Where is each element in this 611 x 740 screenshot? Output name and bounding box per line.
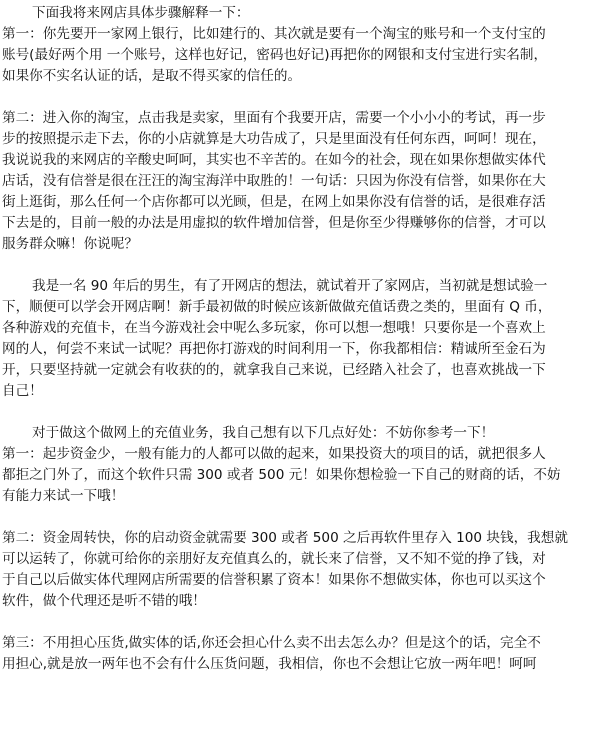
intro-line: 下面我将来网店具体步骤解释一下： <box>32 5 250 21</box>
step2-line-6: 下去是的，目前一般的办法是用虚拟的软件增加信誉，但是你至少得赚够你的信誉，才可以 <box>2 215 546 231</box>
step2-line-3: 我说说我的来网店的辛酸史呵呵，其实也不辛苦的。在如今的社会，现在如果你想做实体代 <box>2 152 546 168</box>
benefit3-line-2: 用担心,就是放一两年也不会有什么压货问题，我相信，你也不会想让它放一两年吧！呵呵 <box>2 656 537 672</box>
benefit2-line-1: 第二：资金周转快，你的启动资金就需要 300 或者 500 之后再软件里存入 100 块钱，我想就 <box>2 530 568 546</box>
step1-line-1: 第一：你先要开一家网上银行，比如建行的、其次就是要有一个淘宝的账号和一个支付宝的 <box>2 26 546 42</box>
benefit2-line-3: 于自己以后做实体代理网店所需要的信誉积累了资本！如果你不想做实体，你也可以买这个 <box>2 572 546 588</box>
step2-line-4: 店话，没有信誉是很在汪汪的淘宝海洋中取胜的！一句话：只因为你没有信誉，如果你在大 <box>2 173 546 189</box>
benefit1-line-3: 有能力来试一下哦！ <box>2 488 125 504</box>
paragraph-gap <box>2 255 609 276</box>
step1-line-2: 账号(最好两个用 一个账号，这样也好记，密码也好记)再把你的网银和支付宝进行实名制， <box>2 47 548 63</box>
benefit3-line-1: 第三：不用担心压货,做实体的话,你还会担心什么卖不出去怎么办？但是这个的话，完全不 <box>2 635 541 651</box>
benefit1-line-1: 第一：起步资金少，一般有能力的人都可以做的起来，如果投资大的项目的话，就把很多人 <box>2 446 546 462</box>
paragraph-gap <box>2 612 609 633</box>
step2-line-1: 第二：进入你的淘宝，点击我是卖家，里面有个我要开店，需要一个小小小的考试，再一步 <box>2 110 546 126</box>
story-line-3: 各种游戏的充值卡，在当今游戏社会中呢么多玩家，你可以想一想哦！只要你是一个喜欢上 <box>2 320 546 336</box>
step2-line-5: 街上逛街，那么任何一个店你都可以光顾，但是，在网上如果你没有信誉的话，是很难存活 <box>2 194 546 210</box>
story-line-1: 我是一名 90 年后的男生，有了开网店的想法，就试着开了家网店，当初就是想试验一 <box>32 278 548 294</box>
paragraph-gap <box>2 402 609 423</box>
story-line-2: 下，顺便可以学会开网店啊！新手最初做的时候应该新做做充值话费之类的，里面有 Q 币， <box>2 299 552 315</box>
benefit2-line-4: 软件，做个代理还是听不错的哦！ <box>2 593 206 609</box>
story-line-6: 自己！ <box>2 383 43 399</box>
benefit1-line-2: 都拒之门外了，而这个软件只需 300 或者 500 元！如果你想检验一下自己的财商的话，不妨 <box>2 467 561 483</box>
story-line-5: 开，只要坚持就一定就会有收获的的，就拿我自己来说，已经踏入社会了，也喜欢挑战一下 <box>2 362 546 378</box>
step2-line-7: 服务群众嘛！你说呢？ <box>2 236 138 252</box>
benefits-intro-line: 对于做这个做网上的充值业务，我自己想有以下几点好处：不妨你参考一下！ <box>32 425 495 441</box>
paragraph-gap <box>2 87 609 108</box>
step2-line-2: 步的按照提示走下去，你的小店就算是大功告成了，只是里面没有任何东西，呵呵！现在， <box>2 131 546 147</box>
paragraph-gap <box>2 507 609 528</box>
benefit2-line-2: 可以运转了，你就可给你的亲朋好友充值真么的，就长来了信誉，又不知不觉的挣了钱，对 <box>2 551 546 567</box>
step1-line-3: 如果你不实名认证的话，是取不得买家的信任的。 <box>2 68 302 84</box>
story-line-4: 网的人，何尝不来试一试呢？再把你打游戏的时间利用一下，你我都相信：精诚所至金石为 <box>2 341 546 357</box>
